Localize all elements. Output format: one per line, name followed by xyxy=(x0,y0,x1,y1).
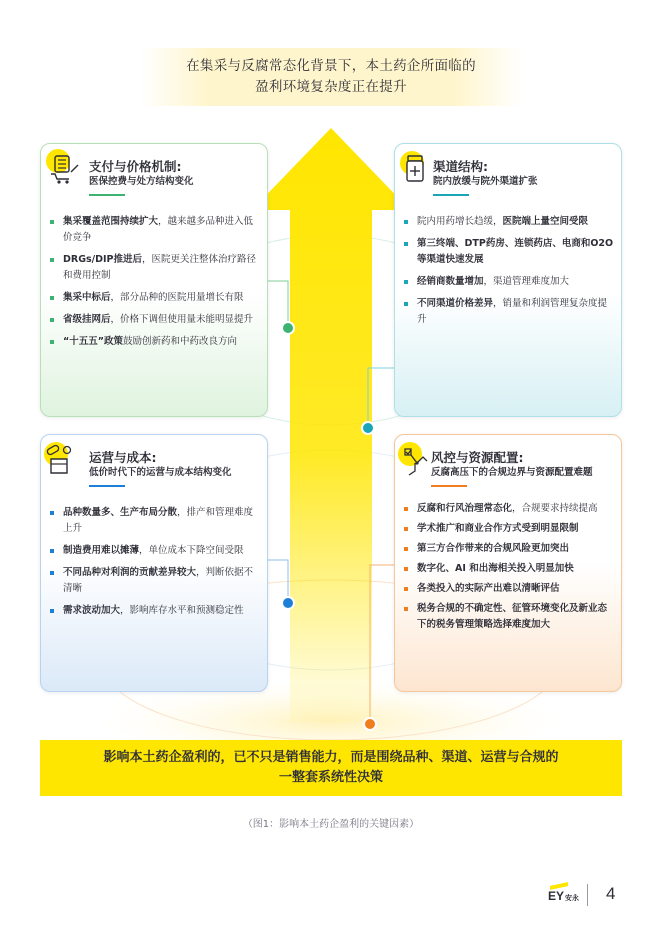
card-operations-bullets xyxy=(49,505,259,625)
pill-cart-icon xyxy=(45,148,83,186)
node-risk xyxy=(364,718,376,730)
list-item: “十五五”政策鼓励创新药和中药改良方向 xyxy=(49,334,259,350)
list-item: 第三方合作带来的合规风险更加突出 xyxy=(403,541,615,557)
card-payment-subtitle: 医保控费与处方结构变化 xyxy=(89,176,194,187)
list-item: 反腐和行风治理常态化，合规要求持续提高 xyxy=(403,501,615,517)
list-item: 各类投入的实际产出难以清晰评估 xyxy=(403,581,615,597)
growth-arrow xyxy=(252,128,410,722)
page-number: 4 xyxy=(606,884,616,903)
card-operations-rule xyxy=(89,485,125,487)
card-payment-header xyxy=(89,158,194,189)
card-risk-bullets xyxy=(403,501,615,637)
list-item: 集采中标后，部分品种的医院用量增长有限 xyxy=(49,290,259,306)
list-item: 省级挂网后，价格下调但使用量未能明显提升 xyxy=(49,312,259,328)
list-item: 不同渠道价格差异，销量和利润管理复杂度提升 xyxy=(403,296,615,328)
conclusion-line2: 一整套系统性决策 xyxy=(278,770,383,785)
list-item: 品种数量多、生产布局分散，排产和管理难度上升 xyxy=(49,505,259,537)
footer-divider xyxy=(587,884,588,906)
list-item: 集采覆盖范围持续扩大，越来越多品种进入低价竞争 xyxy=(49,214,259,246)
list-item: 第三终端、DTP药房、连锁药店、电商和O2O等渠道快速发展 xyxy=(403,236,615,268)
figure-title-line1: 在集采与反腐常态化背景下，本土药企所面临的 xyxy=(186,58,476,74)
list-item: 院内用药增长趋缓，医院端上量空间受限 xyxy=(403,214,615,230)
card-payment-title: 支付与价格机制: xyxy=(89,159,182,174)
card-operations-title: 运营与成本: xyxy=(89,450,157,465)
list-item: DRGs/DIP推进后，医院更关注整体治疗路径和费用控制 xyxy=(49,252,259,284)
card-risk-resources xyxy=(394,434,622,692)
card-risk-subtitle: 反腐高压下的合规边界与资源配置难题 xyxy=(431,467,593,478)
card-channel-structure xyxy=(394,143,622,417)
figure-title xyxy=(140,48,522,106)
card-operations-subtitle: 低价时代下的运营与成本结构变化 xyxy=(89,467,232,478)
connector-payment xyxy=(268,281,288,328)
card-channel-bullets xyxy=(403,214,615,334)
list-item: 需求波动加大，影响库存水平和预测稳定性 xyxy=(49,603,259,619)
list-item: 税务合规的不确定性、征管环境变化及新业态下的税务管理策略选择难度加大 xyxy=(403,601,615,633)
ey-logo-subtext: 安永 xyxy=(565,895,580,902)
compliance-check-icon xyxy=(397,441,435,479)
medicine-bottle-icon xyxy=(399,150,437,188)
figure-title-line2: 盈利环境复杂度正在提升 xyxy=(255,79,407,95)
list-item: 经销商数量增加，渠道管理难度加大 xyxy=(403,274,615,290)
card-payment-bullets xyxy=(49,214,259,356)
card-channel-subtitle: 院内放缓与院外渠道扩张 xyxy=(433,176,538,187)
card-payment-rule xyxy=(89,194,125,196)
card-operations-cost xyxy=(40,434,268,692)
card-channel-rule xyxy=(433,194,469,196)
conclusion-line1: 影响本土药企盈利的，已不只是销售能力，而是围绕品种、渠道、运营与合规的 xyxy=(103,750,559,765)
card-channel-title: 渠道结构: xyxy=(433,159,488,174)
node-channel xyxy=(362,422,374,434)
node-operations xyxy=(282,597,294,609)
list-item: 数字化、AI 和出海相关投入明显加快 xyxy=(403,561,615,577)
figure-caption: （图1：影响本土药企盈利的关键因素） xyxy=(242,819,420,830)
card-operations-header xyxy=(89,449,232,480)
card-risk-title: 风控与资源配置: xyxy=(431,450,524,465)
card-risk-header xyxy=(431,449,593,480)
conclusion-banner xyxy=(40,740,622,796)
node-payment xyxy=(282,322,294,334)
list-item: 制造费用难以摊薄，单位成本下降空间受限 xyxy=(49,543,259,559)
list-item: 学术推广和商业合作方式受到明显限制 xyxy=(403,521,615,537)
card-channel-header xyxy=(433,158,538,189)
ey-logo xyxy=(548,889,579,903)
card-risk-rule xyxy=(431,485,467,487)
ey-logo-text: EY xyxy=(548,889,565,903)
card-payment-pricing xyxy=(40,143,268,417)
list-item: 不同品种对利润的贡献差异较大，判断依据不清晰 xyxy=(49,565,259,597)
capsule-jar-icon xyxy=(43,441,81,479)
